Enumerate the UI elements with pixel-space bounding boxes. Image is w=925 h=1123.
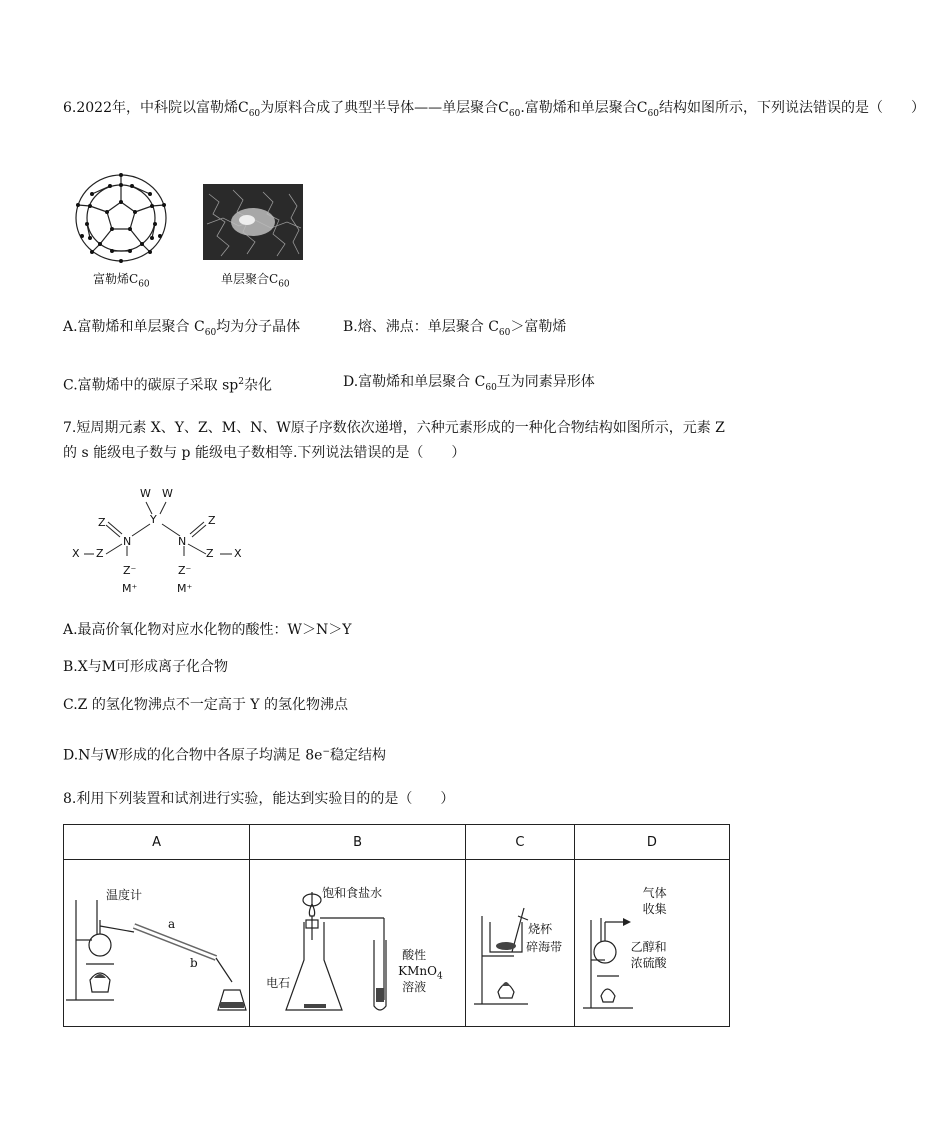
label-carbide: 电石: [266, 976, 291, 990]
header-d: D: [574, 825, 729, 860]
struct-mplus-left: M⁺: [122, 582, 138, 595]
struct-w-left: W: [140, 487, 151, 500]
apparatus-a: [64, 860, 250, 1027]
struct-z-left-top: Z: [98, 516, 106, 529]
struct-n-right: N: [178, 535, 187, 548]
header-a: A: [64, 825, 250, 860]
label-kmno4-2: KMnO$_4$: [398, 964, 443, 982]
label-gas-2: 收集: [642, 902, 667, 916]
polymer-caption: 单层聚合$C_{60}$: [221, 272, 290, 290]
struct-x-left: X: [72, 547, 80, 560]
q7-structure-diagram: [60, 482, 280, 602]
struct-zminus-left: Z⁻: [123, 564, 137, 577]
label-gas-1: 气体: [642, 886, 667, 900]
header-b: B: [250, 825, 466, 860]
q6-option-c: C.富勒烯中的碳原子采取 $sp^2$杂化: [63, 377, 272, 394]
label-ethanol-1: 乙醇和: [630, 940, 667, 954]
struct-zminus-right: Z⁻: [178, 564, 192, 577]
polymer-c60-image: [203, 184, 303, 260]
apparatus-d: [574, 860, 729, 1027]
q7-line1: 7.短周期元素 X、Y、Z、M、N、W原子序数依次递增，六种元素形成的一种化合物结构如图所示，元素 Z: [63, 420, 725, 436]
fullerene-caption: 富勒烯$C_{60}$: [93, 272, 150, 290]
struct-z-right-top: Z: [208, 514, 216, 527]
q7-option-a: A.最高价氧化物对应水化物的酸性：W＞N＞Y: [63, 622, 352, 638]
apparatus-c: [466, 860, 575, 1027]
label-a: a: [168, 917, 176, 931]
apparatus-table: [63, 824, 730, 1027]
q6-line1: 6.2022年，中科院以富勒烯$C_{60}$为原料合成了典型半导体——单层聚合$C_{60}$.富勒烯和单层聚合$C_{60}$结构如图所示，下列说法错误的是（ ）: [63, 100, 925, 119]
struct-n-left: N: [123, 535, 132, 548]
label-brine: 饱和食盐水: [322, 886, 383, 900]
label-b: b: [190, 956, 198, 970]
q6-option-d: D.富勒烯和单层聚合 $C_{60}$互为同素异形体: [343, 374, 595, 393]
q6-option-a: A.富勒烯和单层聚合 $C_{60}$均为分子晶体: [63, 319, 301, 338]
fullerene-image: [72, 172, 170, 264]
q8-line1: 8.利用下列装置和试剂进行实验，能达到实验目的的是（ ）: [63, 791, 455, 807]
label-thermometer: 温度计: [106, 888, 143, 902]
struct-w-right: W: [162, 487, 173, 500]
header-c: C: [466, 825, 575, 860]
label-kmno4-3: 溶液: [402, 980, 427, 994]
q6-option-b: B.熔、沸点：单层聚合 $C_{60}>$富勒烯: [343, 319, 567, 338]
q7-line2: 的 s 能级电子数与 p 能级电子数相等.下列说法错误的是（ ）: [63, 445, 466, 461]
struct-x-right: X: [234, 547, 242, 560]
struct-y: Y: [150, 513, 157, 526]
q7-option-c: C.Z 的氢化物沸点不一定高于 Y 的氢化物沸点: [63, 697, 348, 713]
struct-z-right: Z: [206, 547, 214, 560]
q7-option-d: D.N与W形成的化合物中各原子均满足 8e−稳定结构: [63, 747, 387, 764]
apparatus-b: [250, 860, 466, 1027]
struct-mplus-right: M⁺: [177, 582, 193, 595]
label-kelp: 碎海带: [526, 940, 563, 954]
struct-z-left: Z: [96, 547, 104, 560]
label-kmno4-1: 酸性: [402, 948, 427, 962]
label-beaker: 烧杯: [528, 922, 553, 936]
label-ethanol-2: 浓硫酸: [630, 956, 667, 970]
q7-option-b: B.X与M可形成离子化合物: [63, 659, 229, 675]
